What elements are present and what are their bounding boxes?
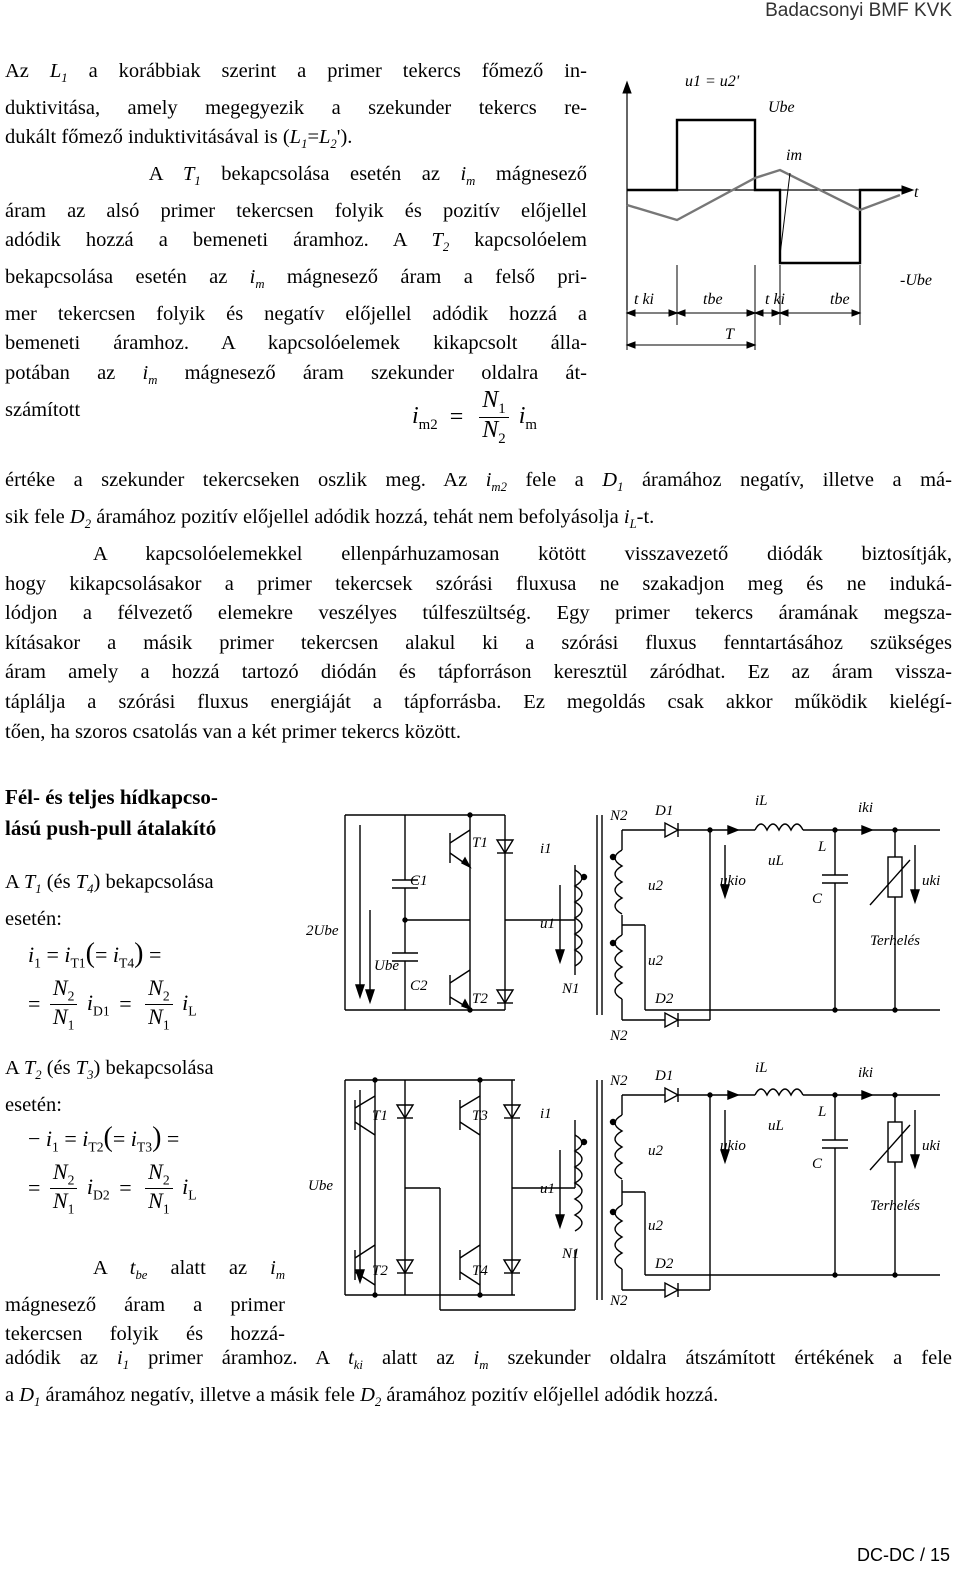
text-line: tekercsen folyik és hozzá- <box>5 1323 285 1346</box>
circuit-label: iL <box>755 1060 768 1076</box>
heading-line: lású push-pull átalakító <box>5 816 217 840</box>
text-line: tően, ha szoros csatolás van a két primer tekercs között. <box>5 720 461 743</box>
circuit-label: 2Ube <box>306 923 339 939</box>
circuit-label: D2 <box>655 1256 674 1272</box>
circuit-label: C2 <box>410 978 428 994</box>
waveform-label: t ki <box>765 291 785 308</box>
text-line: értéke a szekunder tekercseken oszlik meg. Az $i_{m2}$ fele a $D_1$ áramához negatív, illetve a má- <box>5 469 952 495</box>
circuit-label: Terhelés <box>870 1198 921 1214</box>
label-leader <box>780 173 790 255</box>
circuit-label: Ube <box>308 1178 333 1194</box>
heading-line: Fél- és teljes hídkapcso- <box>5 785 218 809</box>
text-line: A $T_1$ (és $T_4$) bekapcsolása <box>5 871 214 897</box>
page-footer: DC-DC / 15 <box>856 1545 950 1565</box>
text-line: bemeneti áramhoz. A kapcsolóelemek kikapcsolt álla- <box>5 332 587 355</box>
circuit-label: L <box>818 839 827 855</box>
text-line: A $t_{be}$ alatt az $i_m$ <box>93 1257 285 1283</box>
circuit-label: L <box>818 1104 827 1120</box>
equation-id1: = $\frac{N_2}{N_1}$ $i_{D1}$ = $\frac{N_2}{N_1}$ $i_L$ <box>28 975 197 1033</box>
circuit-label: ukio <box>720 1138 746 1154</box>
circuit-label: i1 <box>540 841 552 857</box>
circuit-label: uki <box>922 1138 941 1154</box>
text-line: áram az alsó primer tekercsen folyik és pozitív előjellel <box>5 199 587 222</box>
circuit-label: N2 <box>610 1028 628 1044</box>
circuit-label: u2 <box>648 878 663 894</box>
circuit-label: ukio <box>720 873 746 889</box>
t2-text <box>5 1054 285 1120</box>
circuit-label: uki <box>922 873 941 889</box>
paragraph-3 <box>5 540 952 747</box>
waveform-label: t <box>914 184 919 201</box>
circuit-label: C1 <box>410 873 428 889</box>
text-line: dukált főmező induktivitásával is $(L_1=L_2')$. <box>5 126 353 152</box>
waveform-label: im <box>786 147 802 164</box>
text-line: kításakor a másik primer tekercsen alakul ki a szórási fluxus fenntartásához szükséges <box>5 631 952 654</box>
circuit-label: T4 <box>472 1263 488 1279</box>
waveform-label: t ki <box>634 291 654 308</box>
circuit-label: u2 <box>648 953 663 969</box>
circuit-label: uL <box>768 853 784 869</box>
text-line: esetén: <box>5 1093 62 1116</box>
text-line: hogy kikapcsolásakor a primer tekercsek szórási fluxusa ne szakadjon meg és ne induká- <box>5 572 952 595</box>
text-line: A $T_1$ bekapcsolása esetén az $i_m$ mágnesező <box>5 162 587 189</box>
circuit-label: u1 <box>540 916 555 932</box>
paragraph-2 <box>5 466 952 539</box>
equation-i1-t2: − $i_1 = i_{T2}(= i_{T3})$ = <box>28 1122 180 1155</box>
text-line: adódik hozzá a bemeneti áramhoz. A $T_2$ kapcsolóelem <box>5 229 587 255</box>
circuit-label: T1 <box>472 835 488 851</box>
circuit-label: D1 <box>655 1068 674 1084</box>
text-line: táplálja a szórási fluxus energiáját a tápforrásba. Ez megoldás csak akkor működik kielégí- <box>5 690 952 713</box>
circuit-label: D1 <box>655 803 674 819</box>
circuit-label: Ube <box>374 958 399 974</box>
equation-i1-t1: $i_1 = i_{T1}(= i_{T4})$ = <box>28 938 162 971</box>
text-line: adódik az $i_1$ primer áramhoz. A $t_{ki}$ alatt az $i_m$ szekunder oldalra átszámított értékének a fele <box>5 1347 953 1373</box>
waveform-label: u1 = u2' <box>685 73 740 90</box>
circuit-label: C <box>812 891 823 907</box>
text-line: a $D_1$ áramához negatív, illetve a másik fele $D_2$ áramához pozitív előjellel adódik hozzá. <box>5 1383 719 1409</box>
text-line: áram amely a hozzá tartozó diódán és tápforráson keresztül záródhat. Ez az áram vissza- <box>5 661 952 684</box>
circuit-label: T2 <box>472 991 488 1007</box>
text-line: számított <box>5 398 81 421</box>
waveform-label: Ube <box>768 99 795 116</box>
voltage-waveform <box>627 120 910 263</box>
text-line: lódjon a félvezető elemekre veszélyes túlfeszültség. Egy primer tekercs áramának megsza- <box>5 602 952 625</box>
tbe-text <box>5 1254 285 1350</box>
circuit-label: u2 <box>648 1218 663 1234</box>
circuit-label: u2 <box>648 1143 663 1159</box>
circuit-label: iki <box>858 1065 873 1081</box>
page-header: Badacsonyi BMF KVK <box>765 0 952 21</box>
text-line: A kapcsolóelemekkel ellenpárhuzamosan kötött visszavezető diódák biztosítják, <box>93 543 952 565</box>
circuit-label: T3 <box>472 1108 488 1124</box>
full-bridge-circuit <box>300 1060 955 1320</box>
circuit-label: uL <box>768 1118 784 1134</box>
circuit-label: iki <box>858 800 873 816</box>
circuit-label: C <box>812 1156 823 1172</box>
circuit-label: T2 <box>372 1263 388 1279</box>
intro-paragraph <box>5 57 587 425</box>
waveform-label: tbe <box>703 291 723 308</box>
circuit-label: T1 <box>372 1108 388 1124</box>
text-line: esetén: <box>5 907 62 930</box>
section-heading <box>5 782 218 844</box>
circuit-label: D2 <box>655 991 674 1007</box>
circuit-label: u1 <box>540 1181 555 1197</box>
text-line: Az $L_1$ a korábbiak szerint a primer tekercs főmező in- <box>5 60 587 86</box>
axis-arrow-icon <box>623 82 631 93</box>
circuit-label: N2 <box>610 808 628 824</box>
circuit-label: Terhelés <box>870 933 921 949</box>
waveform-label: T <box>725 326 734 343</box>
text-line: duktivitása, amely megegyezik a szekunder tekercs re- <box>5 96 587 119</box>
equation-id2: = $\frac{N_2}{N_1}$ $i_{D2}$ = $\frac{N_2}{N_1}$ $i_L$ <box>28 1159 197 1217</box>
circuit-label: iL <box>755 793 768 809</box>
text-line: sik fele $D_2$ áramához pozitív előjellel adódik hozzá, tehát nem befolyásolja $i_L-t$. <box>5 505 655 531</box>
closing-paragraph <box>5 1344 952 1417</box>
circuit-label: N2 <box>610 1073 628 1089</box>
waveform-label: -Ube <box>900 272 932 289</box>
circuit-label: N1 <box>562 981 580 997</box>
t1-text <box>5 868 285 934</box>
waveform-diagram <box>610 60 955 360</box>
text-line: mer tekercsen folyik és negatív előjellel adódik hozzá a <box>5 302 587 325</box>
circuit-label: N1 <box>562 1246 580 1262</box>
waveform-label: tbe <box>830 291 850 308</box>
text-line: A $T_2$ (és $T_3$) bekapcsolása <box>5 1057 214 1083</box>
fraction: $\frac{N_1}{N_2}$ <box>479 388 508 448</box>
circuit-label: i1 <box>540 1106 552 1122</box>
half-bridge-circuit <box>300 785 955 1045</box>
text-line: mágnesező áram a primer <box>5 1293 285 1316</box>
equation-im2: $i_{m2}$ = $\frac{N_1}{N_2}$ $i_m$ <box>412 387 537 448</box>
text-line: potában az $i_m$ mágnesező áram szekunder oldalra át- <box>5 361 588 387</box>
circuit-label: N2 <box>610 1293 628 1309</box>
text-line: bekapcsolása esetén az $i_m$ mágnesező áram a felső pri- <box>5 265 587 292</box>
